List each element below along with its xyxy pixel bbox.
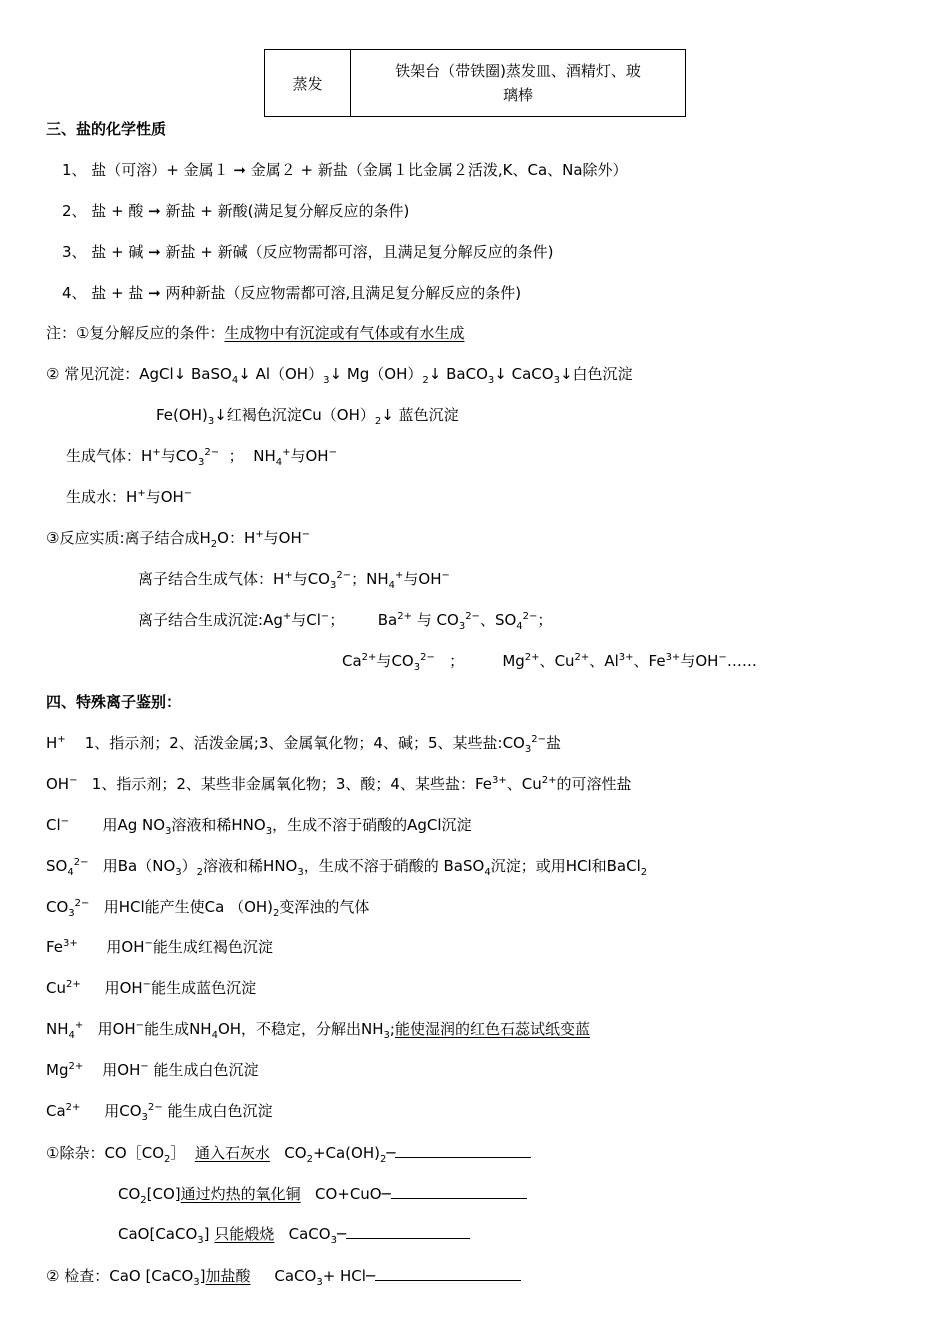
ion-fe3: $Fe^{3+}$ 用OH−能生成红褐色沉淀 <box>46 938 273 956</box>
rule-4: 4、 盐 + 盐 ➞ 两种新盐（反应物需都可溶,且满足复分解反应的条件) <box>62 284 522 302</box>
water-forming-ions: 生成水：H+与OH− <box>66 488 193 506</box>
ions-to-precipitate-2: $Ca^{2+}$与$CO_3^{2-}$ ； $Mg^{2+}$、$Cu^{2+}$、$Al^{3+}$、$Fe^{3+}$与OH−…… <box>342 652 757 673</box>
gas-forming-ions: 生成气体：H+与$CO_3^{2-}$ ； $NH_4^+$与OH− <box>66 447 337 468</box>
answer-blank[interactable] <box>375 1264 521 1281</box>
ion-ca2: $Ca^{2+}$ 用$CO_3^{2-}$ 能生成白色沉淀 <box>46 1102 273 1123</box>
common-precipitates: ② 常见沉淀：AgCl↓ BaSO$_4$↓ $Al(OH)_3↓$ $Mg(OH)_2↓$ BaCO$_3$↓ CaCO$_3$↓白色沉淀 <box>46 365 633 386</box>
ion-co3: $CO_3^{2-}$ 用HCl能产生使Ca $(OH)_2$变浑浊的气体 <box>46 898 370 919</box>
apparatus-table <box>264 49 686 117</box>
ion-cu2: $Cu^{2+}$ 用OH−能生成蓝色沉淀 <box>46 979 257 997</box>
ion-oh: OH− 1、指示剂；2、某些非金属氧化物；3、酸；4、某些盐：$Fe^{3+}$、$Cu^{2+}$的可溶性盐 <box>46 775 632 793</box>
ion-nh4: $NH_4^+$ 用OH−能生成$NH_4OH$，不稳定，分解出$NH_3$;能使湿润的红色石蕊试纸变蓝 <box>46 1020 590 1041</box>
note-condition: 注：①复分解反应的条件：生成物中有沉淀或有气体或有水生成 <box>46 324 465 342</box>
reaction-essence: ③反应实质:离子结合成$H_2O$：H+与OH− <box>46 529 311 550</box>
ions-to-precipitate: 离子结合生成沉淀:Ag+与Cl−； $Ba^{2+}$ 与 $CO_3^{2-}$、$SO_4^{2-}$； <box>138 611 553 632</box>
ion-h: H+ 1、指示剂；2、活泼金属;3、金属氧化物；4、碱；5、某些盐$:CO_3^{2-}$盐 <box>46 734 561 755</box>
ion-cl: Cl− 用Ag $NO_3$溶液和稀$HNO_3$，生成不溶于硝酸的AgCl沉淀 <box>46 816 472 837</box>
ion-so4: $SO_4^{2-}$ 用$Ba(NO_3)_2$溶液和稀$HNO_3$，生成不溶于硝酸的 BaSO$_4$沉淀；或用HCl和BaCl$_2$ <box>46 857 648 878</box>
ion-mg2: $Mg^{2+}$ 用OH− 能生成白色沉淀 <box>46 1061 259 1079</box>
table-cell-apparatus: 铁架台（带铁圈)蒸发皿、酒精灯、玻 璃棒 <box>351 50 686 117</box>
section-title-salt-properties: 三、盐的化学性质 <box>46 120 167 138</box>
rule-3: 3、 盐 + 碱 ➞ 新盐 + 新碱（反应物需都可溶，且满足复分解反应的条件) <box>62 243 554 261</box>
rule-1: 1、 盐（可溶）+ 金属１ ➞ 金属２ + 新盐（金属１比金属２活泼,K、Ca、Na除外） <box>62 161 628 179</box>
answer-blank[interactable] <box>395 1141 531 1158</box>
colored-precipitates: $Fe(OH)_3↓$红褐色沉淀$Cu(OH)_2↓$ 蓝色沉淀 <box>156 406 459 427</box>
ions-to-gas: 离子结合生成气体：H+与$CO_3^{2-}$；$NH_4^+$与OH− <box>138 570 450 591</box>
answer-blank[interactable] <box>346 1222 470 1239</box>
answer-blank[interactable] <box>391 1182 527 1199</box>
check-cao: ② 检查：CaO [CaCO$_3$]加盐酸 CaCO$_3$+ HCl─ <box>46 1264 521 1287</box>
purify-cao: CaO[CaCO$_3$] 只能煅烧 CaCO$_3$─ <box>118 1222 470 1245</box>
rule-2: 2、 盐 + 酸 ➞ 新盐 + 新酸(满足复分解反应的条件) <box>62 202 410 220</box>
purify-co: ①除杂：$CO[CO_2]$ 通入石灰水 $CO_2+Ca(OH)_2─$ <box>46 1141 531 1164</box>
purify-co2: $CO_2[CO]$通过灼热的氧化铜 CO+CuO─ <box>118 1182 527 1205</box>
section-title-ion-identification: 四、特殊离子鉴别： <box>46 693 182 711</box>
table-cell-operation: 蒸发 <box>265 50 351 117</box>
